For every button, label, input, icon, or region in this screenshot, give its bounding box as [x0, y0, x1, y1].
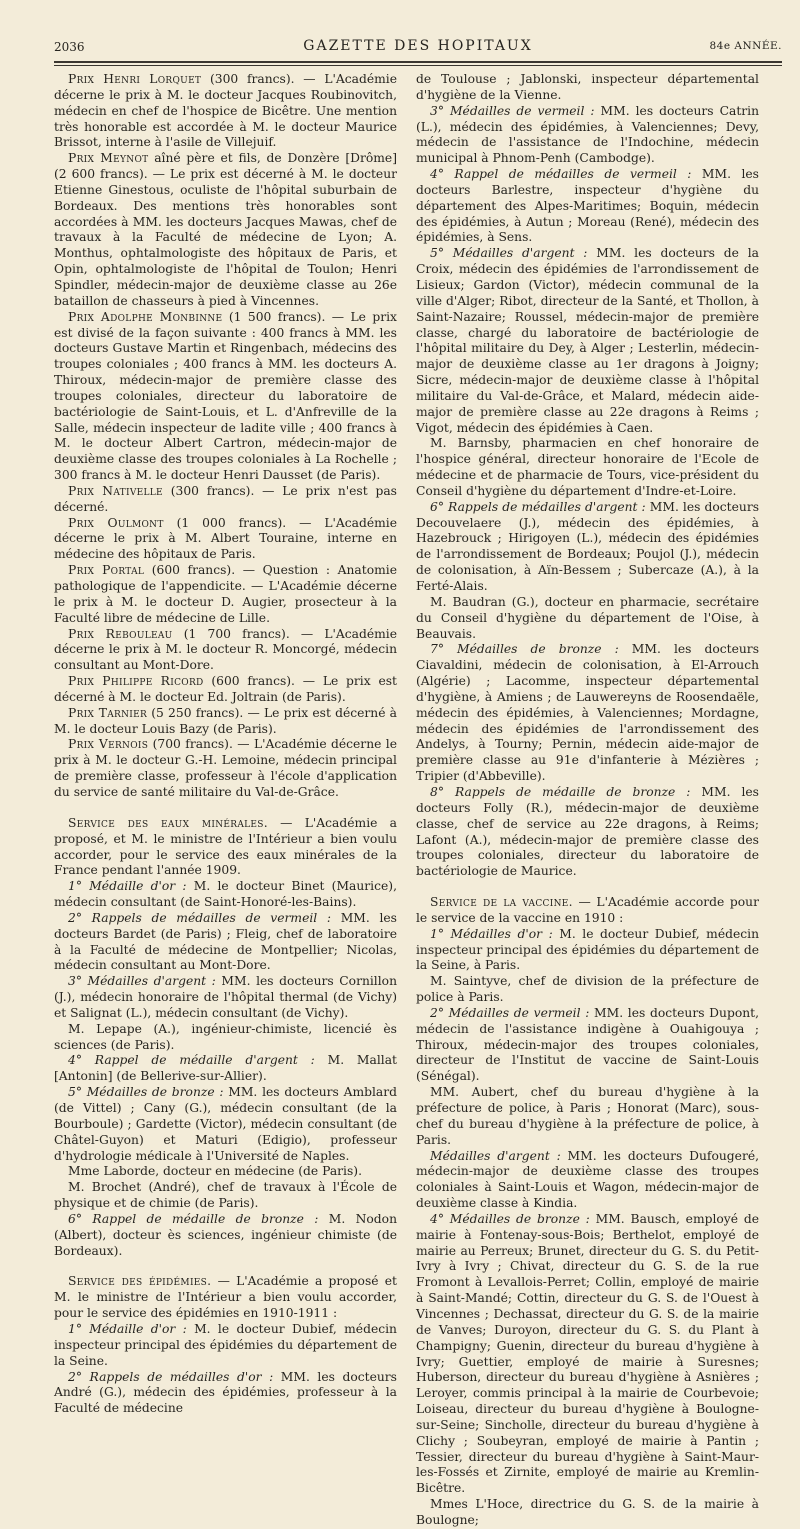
paragraph-text: M. le docteur Binet (Maurice), médecin consultant (de Saint-Honoré-les-Bains).	[54, 879, 397, 910]
paragraph-text: (1 500 francs). — Le prix est divisé de la façon suivante : 400 francs à MM. les docteurs Gustave Martin et Ringenbach, médecins des troupes coloniales ; 400 francs à MM. les docteurs A. Thiroux, médecin-major de première classe des troupes coloniales, directeur du laboratoire de bactériologie de Saint-Louis, et L. d'Anfreville de la Salle, médecin inspecteur de ladite ville ; 400 francs à M. le docteur Albert Cartron, médecin-major de deuxième classe des troupes coloniales à La Rochelle ; 300 francs à M. le docteur Henri Dausset (de Paris).	[54, 309, 397, 483]
paragraph-text: Mme Laborde, docteur en médecine (de Paris).	[68, 1164, 362, 1179]
paragraph-lead: 3° Médailles d'argent :	[68, 974, 216, 989]
paragraph-lead: 4° Médailles de bronze :	[430, 1211, 590, 1226]
paragraph-text: M. Nodon (Albert), docteur ès sciences, ingénieur chimiste (de Bordeaux).	[54, 1211, 397, 1258]
paragraph-text: — L'Académie a proposé, et M. le ministre de l'Intérieur a bien voulu accorder, pour le service des eaux minérales de la France pendant l'année 1909.	[54, 815, 397, 878]
journal-title: GAZETTE DES HOPITAUX	[303, 38, 533, 54]
paragraph-lead: Service des épidémies.	[68, 1274, 212, 1289]
paragraph-text: Mmes L'Hoce, directrice du G. S. de la mairie à Boulogne;	[416, 1497, 759, 1527]
paragraph	[54, 1180, 397, 1212]
paragraph-text: (700 francs). — L'Académie décerne le prix à M. le docteur G.-H. Lemoine, médecin principal de première classe, professeur à l'école d'application du service de santé militaire du Val-de-Grâce.	[54, 737, 397, 799]
paragraph-lead: 1° Médaille d'or :	[68, 879, 187, 894]
paragraph-text: (1 000 francs). — L'Académie décerne le prix à M. Albert Touraine, interne en médecine des hôpitaux de Paris.	[54, 515, 397, 562]
paragraph	[54, 706, 397, 738]
header-rule-thick	[54, 61, 782, 63]
paragraph-text: (5 250 francs). — Le prix est décerné à M. le docteur Louis Bazy (de Paris).	[54, 705, 398, 736]
paragraph	[416, 500, 759, 595]
paragraph	[54, 151, 397, 309]
paragraph-lead: Prix Nativelle	[68, 483, 163, 498]
paragraph-lead: 1° Médailles d'or :	[430, 926, 553, 941]
paragraph	[54, 879, 397, 911]
right-column	[416, 72, 760, 1527]
paragraph	[54, 72, 397, 151]
paragraph-text: MM. les docteurs de la Croix, médecin des épidémies de l'arrondissement de Lisieux; Gardon (Victor), médecin communal de la ville d'Alger; Ribot, directeur de la Santé, et Thollon, à Saint-Nazaire; Roussel, médecin-major de première classe, chargé du laboratoire de bactériologie de l'hôpital militaire du Dey, à Alger ; Lesterlin, médecin-major de deuxième classe au 1er dragons à Joigny; Sicre, médecin-major de deuxième classe à l'hôpital militaire du Val-de-Grâce, et Malard, médecin aide-major de première classe au 22e dragons à Reims ; Vigot, médecin des épidémies à Caen.	[416, 246, 759, 435]
paragraph	[416, 72, 759, 104]
paragraph	[416, 104, 759, 167]
paragraph	[54, 911, 397, 974]
paragraph-lead: Prix Vernois	[68, 737, 149, 752]
paragraph-text: — L'Académie accorde pour le service de la vaccine en 1910 :	[416, 895, 759, 925]
page-header	[54, 36, 782, 60]
paragraph	[416, 1212, 759, 1497]
paragraph	[54, 310, 397, 484]
paragraph-text: (1 700 francs). — L'Académie décerne le prix à M. le docteur R. Moncorgé, médecin consultant au Mont-Dore.	[54, 626, 397, 673]
paragraph-text: MM. Aubert, chef du bureau d'hygiène à la préfecture de police, à Paris ; Honorat (Marc), sous-chef du bureau d'hygiène à la préfecture de police, à Paris.	[416, 1085, 759, 1147]
paragraph-text: MM. les docteurs Dupont, médecin de l'assistance indigène à Ouahigouya ; Thiroux, médecin-major des troupes coloniales, directeur de l'Institut de vaccine de Saint-Louis (Sénégal).	[416, 1005, 760, 1084]
paragraph-text: (300 francs). — Le prix n'est pas décerné.	[54, 483, 397, 514]
paragraph	[416, 927, 759, 975]
paragraph	[54, 974, 397, 1022]
page-number: 2036	[54, 40, 85, 54]
paragraph-lead: 8° Rappels de médaille de bronze :	[430, 784, 691, 799]
paragraph-text: M. Brochet (André), chef de travaux à l'École de physique et de chimie (de Paris).	[54, 1180, 397, 1211]
paragraph-text: M. le docteur Dubief, médecin inspecteur principal des épidémies du département de la Seine, à Paris.	[416, 926, 759, 973]
paragraph-lead: Prix Henri Lorquet	[68, 72, 202, 86]
paragraph	[416, 436, 759, 499]
paragraph-lead: Prix Meynot	[68, 151, 149, 166]
paragraph-lead: Prix Rebouleau	[68, 626, 173, 641]
paragraph-text: MM. les docteurs Folly (R.), médecin-major de deuxième classe, chef de service au 22e dragons, à Reims; Lafont (A.), médecin-major de première classe des troupes coloniales, directeur du laboratoire de bactériologie de Maurice.	[416, 784, 759, 879]
paragraph-text: MM. les docteurs Bardet (de Paris) ; Fleig, chef de laboratoire à la Faculté de médecine de Montpellier; Nicolas, médecin consultant au Mont-Dore.	[54, 910, 397, 973]
paragraph-lead: Service de la vaccine.	[430, 895, 573, 910]
paragraph-lead: 2° Rappels de médailles d'or :	[68, 1369, 274, 1384]
paragraph	[54, 1022, 397, 1054]
paragraph-lead: Prix Oulmont	[68, 515, 164, 530]
paragraph	[416, 1006, 759, 1085]
paragraph	[416, 1497, 759, 1529]
paragraph-text: MM. les docteurs Decouvelaere (J.), médecin des épidémies, à Hazebrouck ; Hirigoyen (L.), médecin des épidémies de l'arrondissement de Bordeaux; Poujol (J.), médecin de colonisation, à Aïn-Bessem ; Subercaze (A.), à la Ferté-Alais.	[416, 499, 760, 593]
paragraph-text: M. Lepape (A.), ingénieur-chimiste, licencié ès sciences (de Paris).	[54, 1021, 397, 1052]
paragraph-lead: 3° Médailles de vermeil :	[430, 103, 595, 118]
paragraph-lead: 2° Rappels de médailles de vermeil :	[68, 910, 332, 925]
paragraph-lead: Prix Adolphe Monbinne	[68, 309, 223, 324]
paragraph	[54, 563, 397, 626]
paragraph	[416, 642, 759, 785]
paragraph-text: M. Baudran (G.), docteur en pharmacie, secrétaire du Conseil d'hygiène du département de l'Oise, à Beauvais.	[416, 594, 759, 641]
paragraph-lead: Service des eaux minérales.	[68, 815, 268, 830]
paragraph	[54, 516, 397, 564]
paragraph	[416, 895, 759, 927]
paragraph-text: MM. les docteurs Catrin (L.), médecin des épidémies, à Valenciennes; Devy, médecin de l'assistance de l'Indochine, médecin municipal à Phnom-Penh (Cambodge).	[416, 103, 760, 166]
paragraph-lead: 4° Rappel de médaille d'argent :	[68, 1053, 315, 1068]
paragraph	[54, 674, 397, 706]
paragraph-text: MM. Bausch, employé de mairie à Fontenay-sous-Bois; Berthelot, employé de mairie au Perreux; Brunet, directeur du G. S. du Petit-Ivry à Ivry ; Chivat, directeur du G. S. de la rue Fromont à Levallois-Perret; Collin, employé de mairie à Saint-Mandé; Cottin, directeur du G. S. de l'Ouest à Vincennes ; Dechassat, directeur du G. S. de la mairie de Vanves; Duroyon, directeur du G. S. du Plant à Champigny; Guenin, directeur du bureau d'hygiène à Ivry; Guettier, employé de mairie à Suresnes; Huberson, directeur du bureau d'hygiène à Asnières ; Leroyer, commis principal à la mairie de Courbevoie; Loiseau, directeur du bureau d'hygiène à Boulogne-sur-Seine; Sincholle, directeur du bureau d'hygiène à Clichy ; Soubeyran, employé de mairie à Pantin ; Tessier, directeur du bureau d'hygiène à Saint-Maur-les-Fossés et Zirnite, employé de mairie au Kremlin-Bicêtre.	[416, 1211, 759, 1496]
paragraph	[54, 484, 397, 516]
paragraph	[54, 816, 397, 879]
paragraph-lead: 2° Médailles de vermeil :	[430, 1005, 590, 1020]
paragraph-lead: 6° Rappel de médaille de bronze :	[68, 1211, 319, 1226]
paragraph-text: (600 francs). — Question : Anatomie pathologique de l'appendicite. — L'Académie décerne le prix à M. le docteur D. Augier, prosecteur à la Faculté libre de médecine de Lille.	[54, 563, 397, 625]
paragraph	[416, 246, 759, 436]
paragraph-lead: 5° Médailles de bronze :	[68, 1085, 224, 1100]
left-column	[54, 72, 398, 1416]
paragraph	[54, 1085, 397, 1164]
paragraph-text: MM. les docteurs Amblard (de Vittel) ; Cany (G.), médecin consultant (de la Bourboule) ; Gardette (Victor), médecin consultant (de Châtel-Guyon) et Maturi (Edigio), professeur d'hydrologie médicale à l'Université de Naples.	[54, 1085, 397, 1163]
paragraph-text: MM. les docteurs André (G.), médecin des épidémies, professeur à la Faculté de médecine	[54, 1369, 397, 1416]
paragraph	[54, 1370, 397, 1418]
paragraph-text: — L'Académie a proposé et M. le ministre de l'Intérieur a bien voulu accorder, pour le service des épidémies en 1910-1911 :	[54, 1274, 397, 1321]
paragraph-text: (300 francs). — L'Académie décerne le prix à M. le docteur Jacques Roubinovitch, médecin en chef de l'hospice de Bicêtre. Une mention très honorable est accordée à M. le docteur Maurice Brissot, interne à l'asile de Villejuif.	[54, 72, 398, 150]
paragraph	[416, 1085, 759, 1148]
paragraph-text: MM. les docteurs Cornillon (J.), médecin honoraire de l'hôpital thermal (de Vichy) et Salignat (L.), médecin consultant (de Vichy).	[54, 974, 397, 1020]
paragraph-lead: 7° Médailles de bronze :	[430, 642, 619, 657]
paragraph	[416, 974, 759, 1006]
paragraph-text: M. Mallat [Antonin] (de Bellerive-sur-Allier).	[54, 1053, 397, 1084]
paragraph-text: M. le docteur Dubief, médecin inspecteur principal des épidémies du département de la Seine.	[54, 1321, 397, 1368]
volume-year: 84e ANNÉE.	[709, 40, 782, 52]
paragraph	[416, 167, 759, 246]
paragraph-lead: Prix Tarnier	[68, 705, 148, 720]
paragraph-text: M. Barnsby, pharmacien en chef honoraire de l'hospice général, directeur honoraire de l'Ecole de médecine et de pharmacie de Tours, vice-président du Conseil d'hygiène du département d'Indre-et-Loire.	[416, 436, 759, 498]
paragraph-lead: 6° Rappels de médailles d'argent :	[430, 499, 646, 514]
paragraph	[416, 785, 759, 880]
paragraph	[54, 737, 397, 800]
paragraph-lead: 4° Rappel de médailles de vermeil :	[430, 167, 692, 182]
paragraph-lead: Prix Portal	[68, 563, 145, 578]
paragraph-text: MM. les docteurs Dufougeré, médecin-major de deuxième classe des troupes coloniales à Saint-Louis et Wagon, médecin-major de deuxième classe à Kindia.	[416, 1148, 760, 1211]
paragraph	[54, 1053, 397, 1085]
paragraph-lead: 5° Médailles d'argent :	[430, 246, 588, 261]
paragraph	[54, 1274, 397, 1322]
paragraph-lead: Prix Philippe Ricord	[68, 674, 204, 689]
paragraph-text: aîné père et fils, de Donzère [Drôme] (2 600 francs). — Le prix est décerné à M. le docteur Etienne Ginestous, oculiste de l'hôpital suburbain de Bordeaux. Des mentions très honorables sont accordées à MM. les docteurs Jacques Mawas, chef de travaux à la Faculté de médecine de Lyon; A. Monthus, ophtalmologiste des hôpitaux de Paris, et Opin, ophtalmologiste de l'hôpital de Toulon; Henri Spindler, médecin-major de deuxième classe au 26e bataillon de chasseurs à pied à Vincennes.	[54, 151, 397, 308]
paragraph	[416, 595, 759, 643]
paragraph	[54, 1164, 397, 1180]
paragraph-text: MM. les docteurs Barlestre, inspecteur d'hygiène du département des Alpes-Maritimes; Boquin, médecin des épidémies, à Autun ; Moreau (René), médecin des épidémies, à Sens.	[416, 167, 759, 245]
paragraph-text: de Toulouse ; Jablonski, inspecteur départemental d'hygiène de la Vienne.	[416, 72, 759, 102]
paragraph	[54, 1322, 397, 1370]
paragraph-lead: Médailles d'argent :	[430, 1148, 561, 1163]
header-rule-thin	[54, 65, 782, 66]
paragraph	[54, 1212, 397, 1260]
paragraph-text: (600 francs). — Le prix est décerné à M. le docteur Ed. Joltrain (de Paris).	[54, 674, 397, 704]
paragraph-lead: 1° Médaille d'or :	[68, 1321, 187, 1336]
paragraph-text: M. Saintyve, chef de division de la préfecture de police à Paris.	[416, 974, 759, 1005]
paragraph-text: MM. les docteurs Ciavaldini, médecin de colonisation, à El-Arrouch (Algérie) ; Lacomme, inspecteur départemental d'hygiène, à Amiens ; de Lauwereyns de Roosendaële, médecin des épidémies, à Valenciennes; Mordagne, médecin des épidémies de l'arrondissement des Andelys, à Tourny; Pernin, médecin aide-major de première classe au 91e d'infanterie à Mézières ; Tripier (d'Abbeville).	[416, 642, 759, 784]
paragraph	[416, 1149, 759, 1212]
paragraph	[54, 627, 397, 675]
